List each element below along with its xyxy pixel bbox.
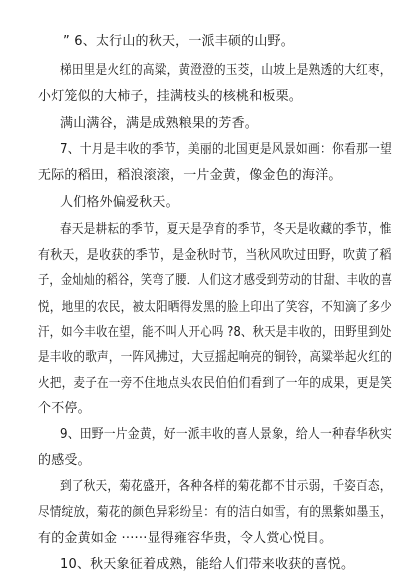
text-line: 7、十月是丰收的季节，美丽的北国更是风景如画：你看那一望 — [60, 142, 393, 157]
text-line: 到了秋天，菊花盛开，各种各样的菊花都不甘示弱，千姿百态， — [60, 479, 392, 494]
text-line: 子，金灿灿的稻谷，笑弯了腰．人们这才感受到劳动的甘甜、丰收的喜 — [38, 273, 393, 288]
text-line: 火把，麦子在一旁不住地点头农民伯伯们看到了一年的成果，更是笑 — [38, 376, 393, 391]
text-line: 人们格外偏爱秋天。 — [60, 195, 179, 210]
text-line: 的感受。 — [38, 453, 91, 468]
text-line: 有的金黄如金 ······显得雍容华贵，令人赏心悦目。 — [38, 531, 333, 546]
text-line: 10、秋天象征着成熟，能给人们带来收获的喜悦。 — [60, 557, 355, 572]
text-line: 小灯笼似的大柿子，挂满枝头的核桃和板栗。 — [38, 89, 303, 104]
text-line: 个不停。 — [38, 401, 91, 416]
text-line: 无际的稻田，稻浪滚滚，一片金黄，像金色的海洋。 — [38, 168, 342, 183]
text-line: 梯田里是火红的高粱，黄澄澄的玉茭，山坡上是熟透的大红枣， — [60, 63, 392, 78]
text-line: 春天是耕耘的季节，夏天是孕育的季节，冬天是收藏的季节，惟 — [60, 222, 392, 237]
text-line: 满山满谷，满是成熟粮果的芳香。 — [60, 116, 259, 131]
text-line: 有秋天，是收获的季节，是金秋时节，当秋风吹过田野，吹黄了稻 — [38, 248, 392, 263]
text-line: 尽情绽放，菊花的颜色异彩纷呈：有的洁白如雪，有的黑紫如墨玉， — [38, 505, 393, 520]
text-line: 悦，地里的农民，被太阳晒得发黑的脸上印出了笑容，不知滴了多少 — [38, 300, 393, 315]
text-line: 9、田野一片金黄，好一派丰收的喜人景象，给人一种春华秋实 — [60, 427, 393, 442]
text-line: 是丰收的歌声，一阵风拂过，大豆摇起响亮的铜铃，高粱举起火红的 — [38, 350, 393, 365]
text-line: 汗，如今丰收在望，能不叫人开心吗 ?8、秋天是丰收的，田野里到处 — [38, 325, 392, 340]
text-line: ” 6、太行山的秋天，一派丰硕的山野。 — [63, 34, 294, 49]
